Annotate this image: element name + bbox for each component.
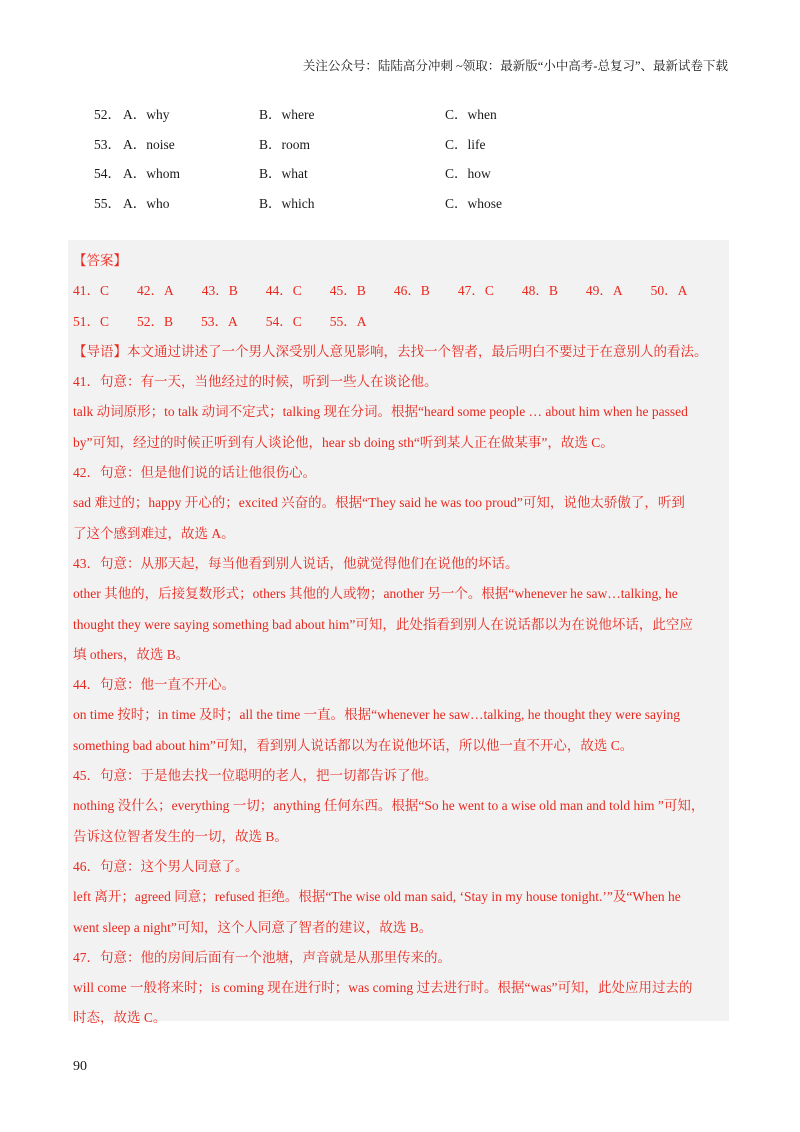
option-b: B．which xyxy=(259,195,315,211)
guide-text: 【导语】本文通过讲述了一个男人深受别人意见影响，去找一个智者，最后明白不要过于在意别人的看法。 xyxy=(73,343,708,359)
option-row-54 xyxy=(73,157,733,187)
explanation-line: 46．句意：这个男人同意了。 xyxy=(73,858,249,874)
option-b: B．what xyxy=(259,166,308,182)
option-b: B．where xyxy=(259,106,315,122)
page-number: 90 xyxy=(73,1059,87,1074)
explanation-line: other 其他的，后接复数形式；others 其他的人或物；another 另一个。根据“whenever he saw…talking, he xyxy=(73,586,678,602)
explanation-line: 填 others，故选 B。 xyxy=(73,646,190,662)
option-row-55 xyxy=(73,187,733,217)
option-row-52 xyxy=(73,98,733,128)
answer-key: 52．B xyxy=(137,313,174,329)
explanation-line: 42．句意：但是他们说的话让他很伤心。 xyxy=(73,465,316,481)
answer-keys-row-1 xyxy=(73,276,733,306)
explanation-line: 43．句意：从那天起，每当他看到别人说话，他就觉得他们在说他的坏话。 xyxy=(73,555,519,571)
answer-key: 46．B xyxy=(393,283,430,299)
option-b: B．room xyxy=(259,136,311,152)
question-number: 52． xyxy=(94,106,121,122)
answer-key: 48．B xyxy=(521,283,558,299)
page-header: 关注公众号：陆陆高分冲刺 ~领取：最新版“小中高考-总复习”、最新试卷下载 xyxy=(302,59,728,73)
option-c: C．when xyxy=(445,106,497,122)
answer-key: 45．B xyxy=(329,283,366,299)
question-number: 55． xyxy=(94,195,121,211)
option-row-53 xyxy=(73,128,733,158)
question-number: 53． xyxy=(94,136,121,152)
answer-key: 51．C xyxy=(73,313,110,329)
explanation-line: sad 难过的；happy 开心的；excited 兴奋的。根据“They said he was too proud”可知，说他太骄傲了，听到 xyxy=(73,495,685,511)
answer-key: 53．A xyxy=(201,313,238,329)
answer-heading: 【答案】 xyxy=(73,253,127,268)
answer-keys-row-2 xyxy=(73,307,733,337)
answer-key: 49．A xyxy=(585,283,623,299)
explanation-line: nothing 没什么；everything 一切；anything 任何东西。根据“So he went to a wise old man and told him ”可知， xyxy=(73,798,705,814)
options-list xyxy=(73,98,733,217)
answer-key: 44．C xyxy=(265,283,302,299)
explanation-line: talk 动词原形；to talk 动词不定式；talking 现在分词。根据“heard some people … about him when he passed xyxy=(73,404,688,420)
explanation-line: will come 一般将来时；is coming 现在进行时；was coming 过去进行时。根据“was”可知，此处应用过去的 xyxy=(73,980,693,996)
option-c: C．how xyxy=(445,166,491,182)
explanation-line: by”可知，经过的时候正听到有人谈论他，hear sb doing sth“听到某人正在做某事”，故选 C。 xyxy=(73,434,614,450)
answer-key: 43．B xyxy=(201,283,238,299)
option-a: A．who xyxy=(123,195,170,211)
answer-key: 47．C xyxy=(457,283,494,299)
explanation-line: thought they were saying something bad about him”可知，此处指看到别人在说话都以为在说他坏话，此空应 xyxy=(73,616,693,632)
answer-key: 41．C xyxy=(73,283,110,299)
option-c: C．whose xyxy=(445,195,502,211)
explanation-line: something bad about him”可知，看到别人说话都以为在说他坏话，所以他一直不开心，故选 C。 xyxy=(73,737,634,753)
answer-key: 50．A xyxy=(650,283,688,299)
explanation-line: 44．句意：他一直不开心。 xyxy=(73,677,235,693)
explanation-line: left 离开；agreed 同意；refused 拒绝。根据“The wise old man said, ‘Stay in my house tonight.’”及“When he xyxy=(73,889,681,905)
option-c: C．life xyxy=(445,136,486,152)
question-number: 54． xyxy=(94,166,121,182)
option-a: A．noise xyxy=(123,136,175,152)
explanation-line: 45．句意：于是他去找一位聪明的老人，把一切都告诉了他。 xyxy=(73,768,438,784)
explanation-line: 了这个感到难过，故选 A。 xyxy=(73,525,235,541)
answer-section xyxy=(73,246,733,1034)
explanation-line: went sleep a night”可知，这个人同意了智者的建议，故选 B。 xyxy=(73,919,433,935)
option-a: A．why xyxy=(123,106,170,122)
explanation-line: 47．句意：他的房间后面有一个池塘，声音就是从那里传来的。 xyxy=(73,949,451,965)
answer-key: 42．A xyxy=(137,283,174,299)
option-a: A．whom xyxy=(123,166,180,182)
explanation-line: 时态，故选 C。 xyxy=(73,1010,167,1026)
answer-key: 54．C xyxy=(265,313,302,329)
explanation-line: on time 按时；in time 及时；all the time 一直。根据“whenever he saw…talking, he thought they were saying xyxy=(73,707,680,723)
explanation-line: 告诉这位智者发生的一切，故选 B。 xyxy=(73,828,288,844)
explanation-line: 41．句意：有一天，当他经过的时候，听到一些人在谈论他。 xyxy=(73,374,438,390)
answer-key: 55．A xyxy=(329,313,367,329)
